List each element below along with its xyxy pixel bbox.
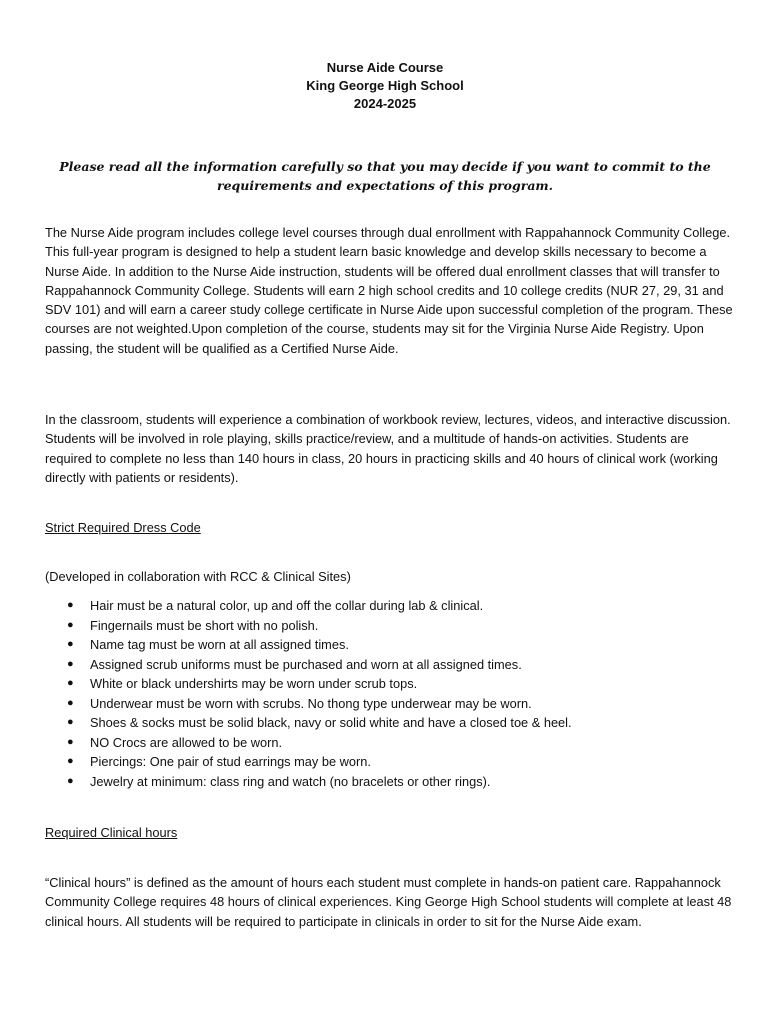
- list-item: [45, 694, 735, 714]
- list-item: [45, 674, 735, 694]
- course-title: Nurse Aide Course: [326, 60, 444, 75]
- list-item-text: Hair must be a natural color, up and off the collar during lab & clinical.: [90, 598, 484, 613]
- dress-code-list: [45, 596, 735, 791]
- list-item: [45, 713, 735, 733]
- list-item-text: Shoes & socks must be solid black, navy or solid white and have a closed toe & heel.: [90, 715, 572, 730]
- school-year: 2024-2025: [353, 96, 417, 111]
- bullet-icon: ●: [67, 638, 74, 650]
- list-item-text: White or black undershirts may be worn under scrub tops.: [90, 676, 418, 691]
- list-item-text: Name tag must be worn at all assigned times.: [90, 637, 349, 652]
- list-item: [45, 635, 735, 655]
- intro-note: Please read all the information carefully so that you may decide if you want to commit to the requirements and expectations of this program.: [59, 159, 711, 193]
- list-item-text: Fingernails must be short with no polish.: [90, 617, 319, 633]
- bullet-icon: ●: [67, 677, 74, 689]
- list-item: [45, 772, 735, 792]
- list-item: [45, 733, 735, 753]
- list-item: [45, 655, 735, 675]
- bullet-icon: ●: [67, 696, 74, 709]
- list-item-text: Piercings: One pair of stud earrings may be worn.: [90, 754, 371, 769]
- list-item-text: NO Crocs are allowed to be worn.: [90, 734, 283, 750]
- clinical-hours-heading: Required Clinical hours: [45, 825, 178, 840]
- clinical-hours-paragraph: “Clinical hours” is defined as the amount of hours each student must complete in hands-on patient care. Rappahannock Community College requires 48 hours of clinical experiences. King George High School students will complete at least 48 clinical hours. All students will be required to participate in clinicals in order to sit for the Nurse Aide exam.: [45, 875, 732, 929]
- dress-code-heading: Strict Required Dress Code: [45, 520, 201, 535]
- school-name: King George High School: [306, 78, 464, 93]
- document-header: [0, 59, 770, 113]
- list-item: [45, 596, 735, 616]
- dress-code-note: (Developed in collaboration with RCC & Clinical Sites): [45, 569, 351, 584]
- list-item-text: Assigned scrub uniforms must be purchased and worn at all assigned times.: [90, 656, 522, 672]
- classroom-paragraph: In the classroom, students will experience a combination of workbook review, lectures, videos, and interactive discussion. Students will be involved in role playing, skills practice/review, and a multitude of hands-on activities. Students are required to complete no less than 140 hours in class, 20 hours in practicing skills and 40 hours of clinical work (working directly with patients or residents).: [45, 412, 731, 485]
- bullet-icon: ●: [67, 599, 74, 611]
- bullet-icon: ●: [67, 657, 74, 670]
- list-item-text: Underwear must be worn with scrubs. No thong type underwear may be worn.: [90, 695, 532, 711]
- list-item: [45, 616, 735, 636]
- program-overview-paragraph: The Nurse Aide program includes college level courses through dual enrollment with Rappahannock Community College. This full-year program is designed to help a student learn basic knowledge and develop skills necessary to become a Nurse Aide. In addition to the Nurse Aide instruction, students will be offered dual enrollment classes that will transfer to Rappahannock Community College. Students will earn 2 high school credits and 10 college credits (NUR 27, 29, 31 and SDV 101) and will earn a career study college certificate in Nurse Aide upon successful completion of the program. These courses are not weighted.Upon completion of the course, students may sit for the Virginia Nurse Aide Registry. Upon passing, the student will be qualified as a Certified Nurse Aide.: [45, 225, 733, 356]
- list-item: [45, 752, 735, 772]
- list-item-text: Jewelry at minimum: class ring and watch (no bracelets or other rings).: [90, 773, 491, 789]
- bullet-icon: ●: [67, 618, 74, 631]
- bullet-icon: ●: [67, 735, 74, 748]
- bullet-icon: ●: [67, 755, 74, 767]
- bullet-icon: ●: [67, 716, 74, 728]
- bullet-icon: ●: [67, 774, 74, 787]
